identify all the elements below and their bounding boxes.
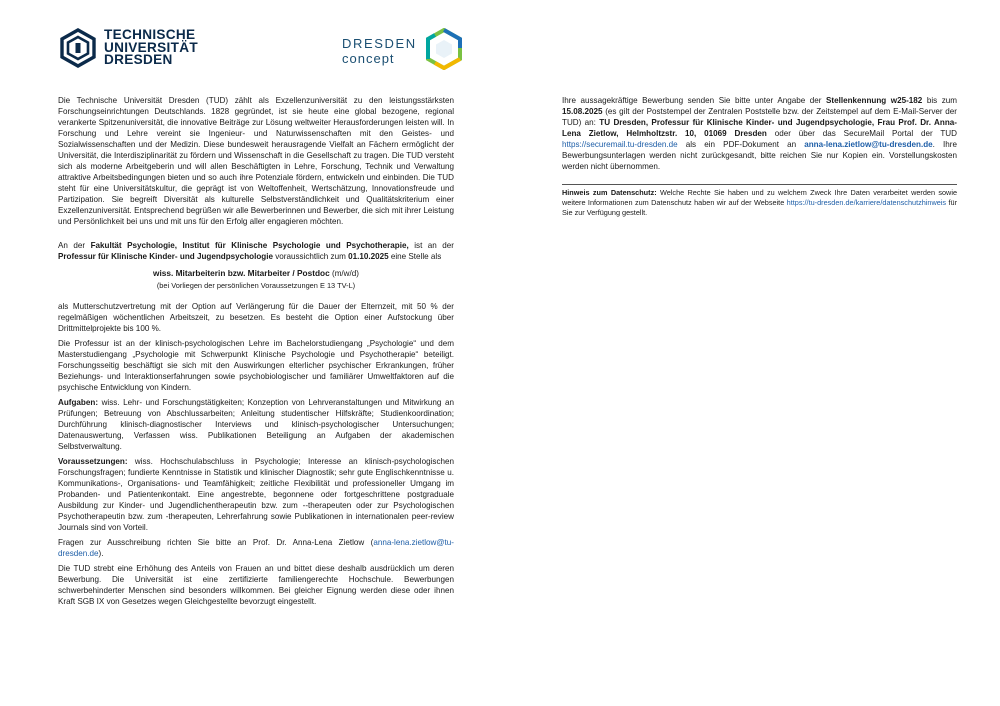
faculty-name: Fakultät Psychologie, Institut für Klinische Psychologie und Psychotherapie, (90, 241, 409, 250)
tud-wordmark (104, 29, 198, 67)
contact-email-link[interactable]: anna-lena.zietlow@tu-dresden.de (58, 538, 454, 558)
dresden-concept-emblem-icon (423, 28, 465, 70)
intro-paragraph: Die Technische Universität Dresden (TUD) zählt als Exzellenzuniversität zu den leistungsstärksten Forschungseinrichtungen Deutschlands. 1828 gegründet, ist sie heute eine global bezogene, regional verankerte Spitzenuniversität, die innovative Beiträge zur Lösung weltweiter Herausforderungen leisten will. In Forschung und Lehre vereint sie Ingenieur- und Naturwissenschaften mit den Geistes- und Sozialwissenschaften und der Medizin. Diese bundesweit herausragende Vielfalt an Fächern ermöglicht der Universität, die Interdisziplinarität zu fördern und Wissenschaft in die Gesellschaft zu tragen. Die TUD versteht sich als moderne Arbeitgeberin und will allen Beschäftigten in Lehre, Forschung, Technik und Verwaltung attraktive Arbeitsbedingungen bieten und so auch ihre Potenziale fördern, entwickeln und einbinden. Die TUD steht für eine Universitätskultur, die geprägt ist von Weltoffenheit, Wertschätzung, Innovationsfreude und Partizipation. Sie begreift Diversität als kulturelle Selbstverständlichkeit und Qualitätskriterium einer Exzellenzuniversität. Entsprechend begrüßen wir alle Bewerberinnen und Bewerber, die sich mit ihrer Leistung und Persönlichkeit bei uns und mit uns für den Erfolg aller engagieren möchten. (58, 96, 454, 226)
privacy-notice: Hinweis zum Datenschutz: Welche Rechte Sie haben und zu welchem Zweck Ihre Daten verarbeitet werden sowie weitere Informationen zum Datenschutz haben wir auf der Webseite https://tu-dresden.de/karriere/datenschutzhinweis für Sie zur Verfügung gestellt. (562, 188, 957, 217)
dresden-concept-wordmark (342, 36, 417, 66)
privacy-label: Hinweis zum Datenschutz: (562, 188, 657, 197)
application-email-link[interactable]: anna-lena.zietlow@tu-dresden.de (804, 140, 933, 149)
questions-paragraph: Fragen zur Ausschreibung richten Sie bitte an Prof. Dr. Anna-Lena Zietlow (anna-lena.zietlow@tu-dresden.de). (58, 538, 454, 558)
chair-name: Professur für Klinische Kinder- und Jugendpsychologie (58, 252, 273, 261)
tud-wordmark-line: TECHNISCHE (104, 27, 196, 43)
reference-code: Stellenkennung w25-182 (825, 96, 923, 105)
dresden-concept-logo (342, 28, 465, 70)
conditions-paragraph: als Mutterschutzvertretung mit der Option auf Verlängerung für die Dauer der Elternzeit, mit 50 % der regelmäßigen wöchentlichen Arbeitszeit, zu besetzen. Es besteht die Option einer Aufstockung über Drittmittelprojekte bis 100 %. (58, 302, 454, 333)
deadline-date: 15.08.2025 (562, 107, 603, 116)
position-title: wiss. Mitarbeiterin bzw. Mitarbeiter / Postdoc (m/w/d) (153, 268, 359, 278)
tud-wordmark-line: UNIVERSITÄT (104, 39, 198, 55)
left-column (58, 95, 454, 611)
application-paragraph: Ihre aussagekräftige Bewerbung senden Sie bitte unter Angabe der Stellenkennung w25-182 bis zum 15.08.2025 (es gilt der Poststempel der Zentralen Poststelle bzw. der Zeitstempel auf dem E-Mail-Server der TUD) an: TU Dresden, Professur für Klinische Kinder- und Jugendpsychologie, Frau Prof. Dr. Anna-Lena Zietlow, Helmholtzstr. 10, 01069 Dresden oder über das SecureMail Portal der TUD https://securemail.tu-dresden.de als ein PDF-Dokument an anna-lena.zietlow@tu-dresden.de. Ihre Bewerbungsunterlagen werden nicht zurückgesandt, bitte reichen Sie nur Kopien ein. Vorstellungskosten werden nicht übernommen. (562, 96, 957, 171)
requirements-label: Voraussetzungen: (58, 457, 128, 466)
closing-paragraph: Die TUD strebt eine Erhöhung des Anteils von Frauen an und bittet diese deshalb ausdrücklich um deren Bewerbung. Die Universität ist eine zertifizierte familiengerechte Hochschule. Bewerbungen schwerbehinderter Menschen sind besonders willkommen. Bei gleicher Eignung werden diese oder ihnen Kraft SGB IX von Gesetzes wegen Gleichgestellte bevorzugt eingestellt. (58, 564, 454, 606)
start-date: 01.10.2025 (348, 252, 389, 261)
opening-paragraph: An der Fakultät Psychologie, Institut für Klinische Psychologie und Psychotherapie, ist an der Professur für Klinische Kinder- und Jugendpsychologie voraussichtlich zum 01.10.2025 eine Stelle als (58, 241, 454, 261)
divider (562, 184, 957, 185)
dc-wordmark-line: DRESDEN (342, 36, 417, 51)
securemail-link[interactable]: https://securemail.tu-dresden.de (562, 140, 678, 149)
professur-paragraph: Die Professur ist an der klinisch-psychologischen Lehre im Bachelorstudiengang „Psychologie“ und dem Masterstudiengang „Psychologie mit Schwerpunkt Klinische Psychologie und Psychotherapie“ beteiligt. Forschungsseitig beschäftigt sie sich mit den Auswirkungen elterlicher psychischer Erkrankungen, früher Beziehungs- und Interaktionserfahrungen sowie psychobiologischer und familiärer Umweltfaktoren auf die psychische Entwicklung von Kindern. (58, 339, 454, 392)
requirements-paragraph: Voraussetzungen: wiss. Hochschulabschluss in Psychologie; Interesse an klinisch-psychologischen Forschungsfragen; fundierte Kenntnisse in Statistik und klinischer Diagnostik; sehr gute Englischkenntnisse u. Kommunikations-, Organisations- und Teamfähigkeit; zeitliche Flexibilität und professioneller Umgang im Probanden- und Patientenkontakt. Eine angestrebte, begonnene oder fortgeschrittene postgraduale Ausbildung zur Kinder- und Jugendlichentherapeutin bzw. zum --therapeuten oder zur Psychologischen Psychotherapeutin bzw. zum -therapeuten, Lehrerfahrung sowie Publikationen in internationalen peer-review Journals sind von Vorteil. (58, 457, 454, 532)
dc-wordmark-line: concept (342, 51, 395, 66)
tasks-paragraph: Aufgaben: wiss. Lehr- und Forschungstätigkeiten; Konzeption von Lehrveranstaltungen und Mitwirkung an Prüfungen; Betreuung von Abschlussarbeiten; Anleitung studentischer Hilfskräfte; Studienkoordination; Durchführung klinisch-diagnostischer Interviews und klinisch-psychologischer Untersuchungen; Datenauswertung, Verfassen wiss. Publikationen Beteiligung an Aufgaben der akademischen Selbstverwaltung. (58, 398, 454, 451)
postal-address: TU Dresden, Professur für Klinische Kinder- und Jugendpsychologie, Frau Prof. Dr. Anna-Lena Zietlow, Helmholtzstr. 10, 01069 Dresden (562, 118, 957, 138)
tud-emblem-icon (58, 28, 98, 68)
tud-logo (58, 28, 198, 68)
right-column (562, 95, 957, 222)
tud-wordmark-line: DRESDEN (104, 52, 173, 68)
tasks-label: Aufgaben: (58, 398, 99, 407)
privacy-link[interactable]: https://tu-dresden.de/karriere/datenschutzhinweis (786, 198, 947, 207)
position-subtitle: (bei Vorliegen der persönlichen Voraussetzungen E 13 TV-L) (156, 281, 356, 290)
